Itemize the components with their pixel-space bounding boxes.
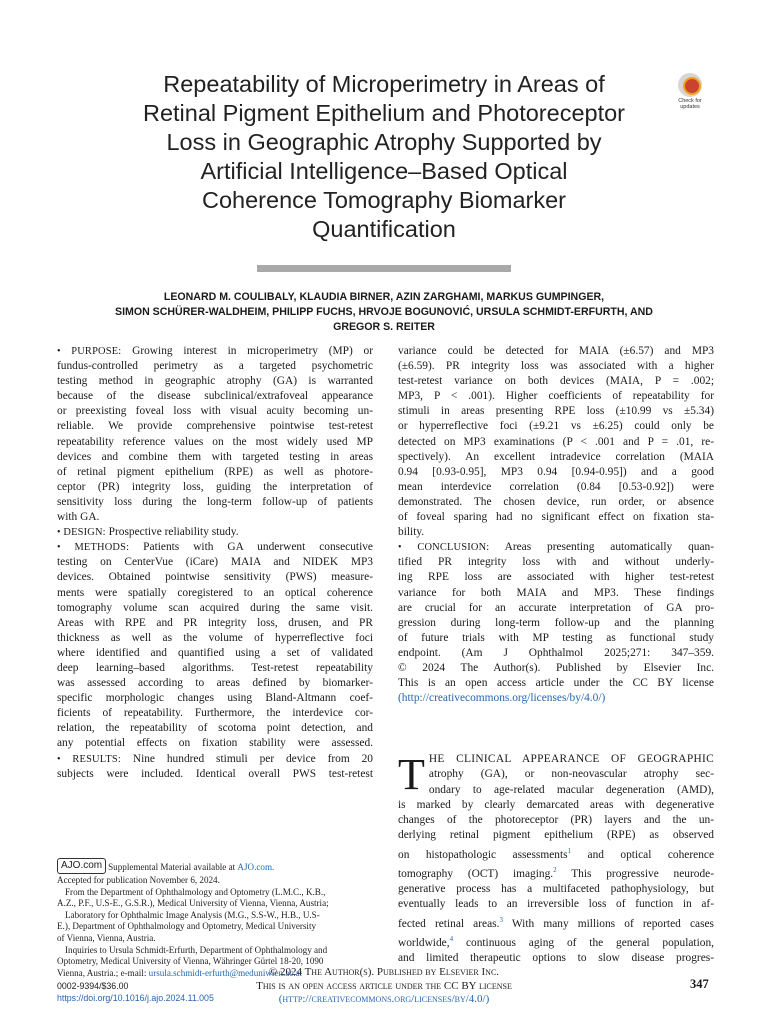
abstract-line: mean interdevice correlation (0.84 [0.53-0.92]) were: [398, 480, 714, 493]
title-line: Loss in Geographic Atrophy Supported by: [166, 129, 602, 155]
abstract-line: • METHODS: Patients with GA underwent consecutive: [57, 541, 373, 554]
copyright-footer: [230, 966, 538, 1007]
author-line: SIMON SCHÜRER-WALDHEIM, PHILIPP FUCHS, HRVOJE BOGUNOVIĆ, URSULA SCHMIDT-ERFURTH, AND: [115, 306, 653, 318]
abstract-line: ments were spatially coregistered to an optical coherence: [57, 586, 373, 599]
abstract-line: variance for both MAIA and MP3. These findings: [398, 586, 714, 599]
abstract-line: repeatability reference values on the most widely used MP: [57, 435, 373, 448]
journal-ids: [57, 981, 214, 1004]
abstract-line: specific morphologic changes using Bland-Altmann coef-: [57, 692, 373, 705]
intro-line: changes of the photoreceptor (PR) layers and the un-: [398, 814, 714, 827]
badge-label: Check for updates: [678, 98, 702, 110]
abstract-line: Areas with RPE and PR integrity loss, drusen, and PR: [57, 616, 373, 629]
title-line: Quantification: [312, 216, 456, 242]
section-label-methods: METHODS:: [74, 542, 130, 554]
abstract-line: variance could be detected for MAIA (±6.57) and MP3: [398, 345, 714, 357]
section-label-results: RESULTS:: [72, 753, 121, 765]
abstract-line: fundus-controlled perimetry as a targeted psychometric: [57, 360, 373, 373]
abstract-line: reliable. We provide comprehensive pointwise test-retest: [57, 420, 373, 433]
abstract-line: or hyperreflective foci (±9.21 vs ±6.25) could only be: [398, 420, 714, 433]
reference-link[interactable]: 3: [499, 915, 503, 924]
inquiries-line: Inquiries to Ursula Schmidt-Erfurth, Department of Ophthalmology and: [65, 944, 328, 955]
title-divider-bar: [257, 265, 511, 272]
abstract-line: subjects were included. Identical overall PWS test-retest: [57, 767, 373, 780]
abstract-line: • RESULTS: Nine hundred stimuli per device from 20: [57, 752, 373, 765]
intro-line: on histopathologic assessments$^1$ and optical coherence: [398, 846, 714, 861]
ajo-logo: AJO.com: [57, 858, 106, 874]
reference-link[interactable]: 2: [553, 865, 557, 874]
abstract-line: any potential effects on fixation stability were assessed.: [57, 737, 373, 750]
title-line: Coherence Tomography Biomarker: [202, 187, 566, 213]
drop-cap: T: [398, 750, 425, 799]
abstract-line: detected on MP3 examinations (P < .001 and P = .01, re-: [398, 435, 714, 448]
intro-line: eventually leads to an irreversible loss of function in af-: [398, 898, 714, 911]
check-for-updates-badge[interactable]: [672, 73, 708, 113]
abstract-right-column: [398, 344, 714, 706]
abstract-line: ficients of repeatability. Furthermore, the interdevice cor-: [57, 707, 373, 720]
section-label-conclusion: CONCLUSION:: [417, 542, 490, 554]
abstract-line: testing method in geographic atrophy (GA) is warranted: [57, 375, 373, 388]
introduction-text: [398, 752, 714, 966]
affiliation-line: Laboratory for Ophthalmic Image Analysis (M.G., S.S-W., H.B., U.S-: [65, 909, 320, 920]
intro-line: HE CLINICAL APPEARANCE OF GEOGRAPHIC: [428, 753, 714, 765]
affiliation-line: From the Department of Ophthalmology and Optometry (L.M.C., K.B.,: [65, 886, 326, 897]
abstract-line: tomography volume scan acquired during the same visit.: [57, 601, 373, 614]
abstract-line: ing RPE loss are associated with higher test-retest: [398, 571, 714, 584]
abstract-line: • PURPOSE: Growing interest in microperimetry (MP) or: [57, 345, 373, 357]
price-code: 0002-9394/$36.00: [57, 981, 129, 991]
affiliation-line: E.), Department of Ophthalmology and Optometry, Medical University: [57, 921, 317, 932]
footnotes: [57, 858, 375, 979]
author-line: LEONARD M. COULIBALY, KLAUDIA BIRNER, AZIN ZARGHAMI, MARKUS GUMPINGER,: [163, 291, 605, 303]
footer-copyright: © 2024 The Author(s). Published by Elsevier Inc.: [268, 966, 500, 978]
abstract-line: • CONCLUSION: Areas presenting automatically quan-: [398, 541, 715, 554]
abstract-line: spectively). An excellent intradevice correlation (MAIA: [398, 450, 714, 463]
inquiries-line: Optometry, Medical University of Vienna, Währinger Gürtel 18-20, 1090: [57, 956, 324, 967]
abstract-line: (±6.59). PR integrity loss was associated with a higher: [398, 360, 714, 373]
intro-line: tomography (OCT) imaging.$^2$ This progressive neurode-: [398, 865, 714, 880]
author-line: GREGOR S. REITER: [333, 321, 435, 333]
affiliation-line: of Vienna, Vienna, Austria.: [57, 932, 156, 943]
abstract-line: ceptor (PR) integrity loss, guiding the interpretation of: [57, 480, 373, 493]
intro-line: derlying retinal pigment epithelium (RPE) as observed: [398, 829, 714, 842]
doi-link[interactable]: https://doi.org/10.1016/j.ajo.2024.11.005: [57, 992, 214, 1003]
abstract-line: tified PR integrity loss with and without underly-: [398, 556, 714, 569]
reference-link[interactable]: 1: [567, 846, 572, 855]
title-line: Retinal Pigment Epithelium and Photoreceptor: [142, 100, 626, 126]
abstract-line: MP3, P < .001). Higher coefficients of repeatability for: [398, 390, 714, 403]
supplemental-row: [57, 858, 375, 874]
reference-link[interactable]: 4: [449, 934, 454, 943]
abstract-line: relation, the repeatability of scotoma point detection, and: [57, 722, 373, 735]
abstract-line: sensitivity loss during the long-term follow-up of patients: [57, 495, 373, 508]
affiliation-line: A.Z., P.F., U.S-E., G.S.R.), Medical University of Vienna, Vienna, Austria;: [57, 898, 329, 909]
abstract-line: or preexisting foveal loss with visual acuity becoming un-: [57, 405, 373, 418]
title-line: Artificial Intelligence–Based Optical: [200, 158, 568, 184]
abstract-line: bility.: [398, 526, 425, 539]
intro-line: is marked by clearly demarcated areas with degenerative: [398, 798, 714, 811]
accepted-date: Accepted for publication November 6, 2024.: [57, 875, 220, 885]
abstract-line: devices. Obtained pointwise sensitivity (PWS) measure-: [57, 571, 373, 584]
section-label-design: DESIGN:: [63, 527, 106, 539]
abstract-line: demonstrated. The chosen device, run order, or absence: [398, 495, 714, 508]
intro-line: fected retinal areas.$^3$ With many millions of reported cases: [398, 915, 714, 930]
abstract-line: of future trials with MP testing as functional study: [398, 631, 714, 644]
abstract-line: testing on CenterVue (iCare) MAIA and NIDEK MP3: [57, 556, 373, 569]
intro-line: worldwide,$^4$ continuous aging of the general population,: [398, 934, 714, 949]
article-title: [90, 70, 678, 244]
intro-line: generative process has a multifaceted pathophysiology, but: [398, 882, 714, 895]
license-link[interactable]: (http://creativecommons.org/licenses/by/4.0/): [398, 692, 606, 705]
abstract-line: test-retest variance on both devices (MAIA, P = .002;: [398, 375, 714, 388]
intro-line: and limited therapeutic options to slow disease progres-: [398, 951, 714, 964]
footer-license: This is an open access article under the CC BY license: [256, 979, 512, 992]
supplemental-link[interactable]: AJO.com.: [237, 862, 275, 873]
intro-line: ondary to age-related macular degeneration (AMD),: [428, 783, 714, 796]
author-list: [55, 290, 713, 335]
abstract-line: gression during long-term follow-up and the planning: [398, 616, 714, 629]
abstract-line: © 2024 The Author(s). Published by Elsevier Inc.: [398, 661, 714, 674]
check-for-updates-icon: [678, 73, 702, 97]
abstract-line: with GA.: [57, 511, 100, 524]
abstract-line: endpoint. (Am J Ophthalmol 2025;271: 347–359.: [398, 646, 714, 659]
abstract-left-column: [57, 344, 373, 782]
abstract-line: This is an open access article under the CC BY license: [398, 677, 714, 690]
abstract-line: [398, 691, 714, 706]
section-label-purpose: PURPOSE:: [71, 346, 122, 357]
abstract-line: are crucial for an accurate interpretation of GA pro-: [398, 601, 714, 614]
abstract-line: of retinal pigment epithelium (RPE) as well as photore-: [57, 465, 373, 478]
page-number: 347: [690, 977, 709, 991]
footer-license-link[interactable]: (http://creativecommons.org/licenses/by/4.0/): [278, 993, 490, 1005]
inquiries-line: Vienna, Austria.; e-mail: ursula.schmidt-erfurth@meduniwien.ac.at: [57, 967, 303, 978]
abstract-line: because of the disease subclinical/extrafoveal appearance: [57, 390, 373, 403]
intro-line: atrophy (GA), or non-neovascular atrophy sec-: [428, 768, 714, 781]
supplemental-text: Supplemental Material available at: [108, 862, 236, 873]
abstract-line: 0.94 [0.93-0.95], MP3 0.94 [0.94-0.95]) and a good: [398, 465, 714, 478]
abstract-line: was assessed according to areas defined by biomarker-: [57, 677, 373, 690]
abstract-line: • DESIGN: Prospective reliability study.: [57, 526, 239, 539]
abstract-line: of foveal sparing had no significant effect on fixation sta-: [398, 511, 714, 524]
title-line: Repeatability of Microperimetry in Areas of: [163, 71, 605, 97]
abstract-line: thickness as well as the volume of hyperreflective foci: [57, 631, 373, 644]
email-link[interactable]: ursula.schmidt-erfurth@meduniwien.ac.at: [148, 967, 303, 978]
abstract-line: stimuli in areas presenting RPE loss (±10.99 vs ±5.34): [398, 405, 714, 418]
abstract-line: where identified and quantified using a set of validated: [57, 646, 373, 659]
abstract-line: devices and combine them with targeted testing in areas: [57, 450, 373, 463]
abstract-line: deep learning–based algorithms. Test-retest repeatability: [57, 661, 373, 674]
